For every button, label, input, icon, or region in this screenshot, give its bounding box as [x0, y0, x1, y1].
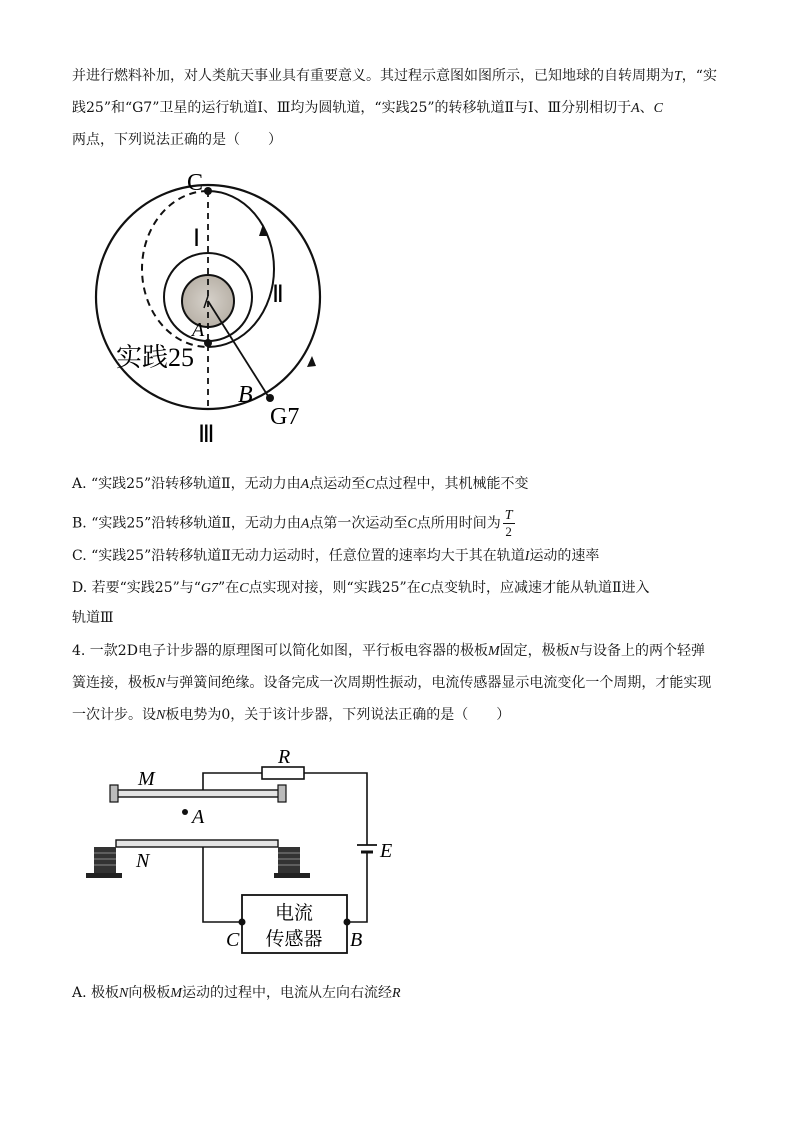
label-III: Ⅲ — [198, 422, 215, 448]
label-E: E — [380, 840, 393, 862]
point-A — [182, 809, 188, 815]
wire-N-to-sensor — [203, 847, 242, 922]
q3-option-C: C. “实践25”沿转移轨道Ⅱ无动力运动时，任意位置的速率均大于其在轨道I运动的速率 — [72, 548, 600, 564]
label-C: C — [226, 929, 240, 951]
resistor-R — [262, 767, 304, 779]
point-G7 — [266, 394, 274, 402]
q3-stem-line-1: 并进行燃料补加，对人类航天事业具有重要意义。其过程示意图如图所示，已知地球的自转周期为T，“实 — [72, 68, 717, 84]
terminal-B — [344, 919, 351, 926]
wire-right-bottom — [347, 852, 367, 922]
q3-option-B: B. “实践25”沿转移轨道Ⅱ，无动力由A点第一次运动至C点所用时间为 $\frac{T}{2}$ — [72, 508, 513, 539]
q3-option-D-cont: 轨道Ⅲ — [72, 610, 114, 626]
label-II: Ⅱ — [272, 282, 284, 308]
arrow-orbit-III — [307, 356, 316, 367]
label-G7: G7 — [270, 404, 300, 430]
label-A: A — [192, 319, 205, 341]
q3-option-D: D. 若要“实践25”与“G7”在C点实现对接，则“实践25”在C点变轨时，应减速才能从轨道Ⅱ进入 — [72, 580, 650, 596]
plate-M-left-clamp — [110, 785, 118, 802]
label-A: A — [192, 806, 205, 828]
plate-M-right-clamp — [278, 785, 286, 802]
q4-stem-line-1: 4. 一款2D电子计步器的原理图可以简化如图，平行板电容器的极板M固定，极板N与设备上的两个轻弹 — [72, 643, 705, 659]
q3-stem-line-3: 两点，下列说法正确的是（ ） — [72, 132, 282, 148]
q4-stem-line-2: 簧连接，极板N与弹簧间绝缘。设备完成一次周期性振动，电流传感器显示电流变化一个周期，才能实现 — [72, 675, 712, 691]
spring-left — [86, 847, 122, 878]
sensor-label-line2: 传感器 — [265, 929, 323, 950]
label-C: C — [187, 170, 204, 196]
label-B: B — [238, 382, 253, 408]
q3-stem-line-2: 践25”和“G7”卫星的运行轨道Ⅰ、Ⅲ均为圆轨道，“实践25”的转移轨道Ⅱ与Ⅰ、Ⅲ分别相切于A、C — [72, 100, 663, 116]
sensor-label-line1: 电流 — [274, 903, 314, 924]
q3-option-A: A. “实践25”沿转移轨道Ⅱ，无动力由A点运动至C点过程中，其机械能不变 — [72, 476, 529, 492]
label-B: B — [350, 929, 363, 951]
plate-N — [116, 840, 278, 847]
label-satellite: 实践25 — [116, 343, 195, 372]
point-A — [204, 339, 212, 347]
var-T: T — [674, 69, 682, 84]
q4-option-A: A. 极板N向极板M运动的过程中，电流从左向右流经R — [72, 985, 401, 1001]
label-I: Ⅰ — [193, 226, 201, 252]
plate-M — [116, 790, 282, 797]
wire-top-right — [304, 773, 367, 845]
circuit-diagram — [82, 745, 412, 960]
point-C — [204, 187, 212, 195]
label-N: N — [136, 850, 150, 872]
fraction-T-over-2: $\frac{T}{2}$ — [504, 508, 513, 539]
orbit-diagram — [90, 166, 350, 456]
label-R: R — [278, 746, 291, 768]
q4-stem-line-3: 一次计步。设N板电势为0，关于该计步器，下列说法正确的是（ ） — [72, 707, 511, 723]
terminal-C — [239, 919, 246, 926]
spring-right — [274, 847, 310, 878]
label-M: M — [138, 768, 155, 790]
